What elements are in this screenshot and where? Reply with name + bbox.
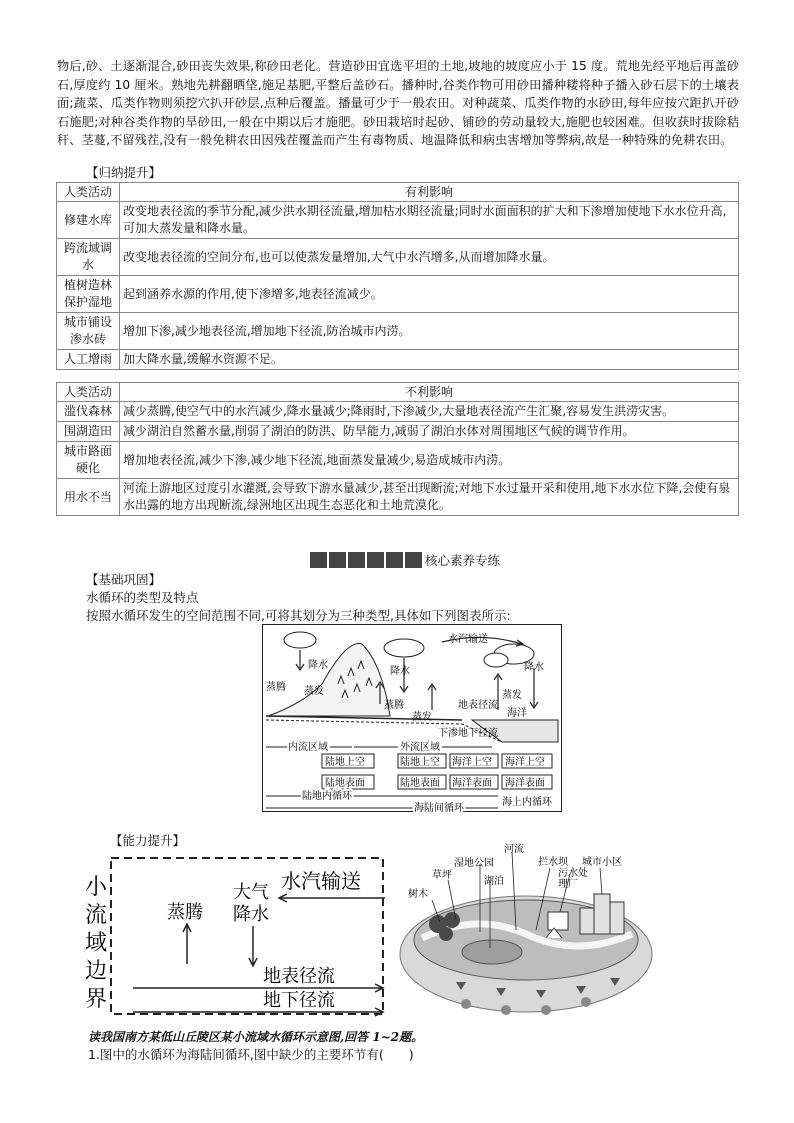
- summary-heading: 【归纳提升】: [86, 165, 162, 180]
- boundary-char-2: 流: [85, 903, 108, 928]
- box-ocean-air-2: 海洋上空: [505, 757, 545, 768]
- question-instruction: 读我国南方某低山丘陵区某小流域水循环示意图,回答 1~2题。: [88, 1030, 424, 1044]
- table-header-impact: 不利影响: [120, 383, 739, 402]
- impact-cell: 减少蒸腾,使空气中的水汽减少,降水量减少;降雨时,下渗减少,大量地表径流产生汇聚,容易发生洪涝灾害。: [120, 402, 739, 422]
- impact-cell: 增加地表径流,减少下渗,减少地下径流,地面蒸发量减少,易造成城市内涝。: [120, 442, 739, 479]
- box-ocean-air-1: 海洋上空: [452, 757, 492, 768]
- box-ocean-surface-1: 海洋表面: [452, 778, 492, 789]
- box-land-air-1: 陆地上空: [325, 757, 365, 768]
- sewage-plant-label-2: 理厂: [558, 879, 578, 890]
- vapor-transport-label: 水汽输送: [448, 634, 488, 645]
- activity-cell: 围湖造田: [57, 422, 120, 442]
- wetland-park-label: 湿地公园: [454, 858, 494, 869]
- urban-watershed-illustration: [396, 842, 656, 1032]
- activity-cell: 修建水库: [57, 202, 120, 239]
- table-row: [57, 402, 739, 422]
- impact-cell: 增加下渗,减少地表径流,增加地下径流,防治城市内涝。: [120, 313, 739, 350]
- box-land-surface-1: 陆地表面: [325, 778, 365, 789]
- core-literacy-banner: [310, 551, 500, 569]
- activity-cell: 城市路面硬化: [57, 442, 120, 479]
- ground-runoff-label: 地下径流: [263, 990, 335, 1011]
- boundary-char-5: 界: [85, 987, 108, 1012]
- box-land-air-2: 陆地上空: [400, 757, 440, 768]
- lake-label: 湖泊: [484, 876, 504, 887]
- intro-paragraph: 物后,砂、土逐渐混合,砂田丧失效果,称砂田老化。营造砂田宜选平坦的土地,坡地的坡度应小于 15 度。荒地先经平地后再盖砂石,厚度约 10 厘米。熟地先耕翻晒垡,施足基肥,平整后盖砂石。播种时,谷类作物可用砂田播种耧将种子播入砂石层下的土壤表面;蔬菜、瓜类作物则须挖穴扒开砂层,点种后覆盖。播量可少于一般农田。对种蔬菜、瓜类作物的水砂田,每年应按穴距扒开砂石施肥;对种谷类作物的旱砂田,一般在中期以后才施肥。砂田栽培时起砂、铺砂的劳动量较大,施肥也较困难。但收获时拔除秸秆、茎蔓,不留残茬,没有一般免耕农田因残茬覆盖而产生有毒物质、地温降低和病虫害增加等弊病,故是一种特殊的免耕农田。: [57, 59, 739, 148]
- activity-cell: 滥伐森林: [57, 402, 120, 422]
- city-buildings: [580, 894, 624, 934]
- banner-decoration: [310, 552, 422, 568]
- transpiration-label-2: 蒸腾: [384, 700, 404, 711]
- table-row: [57, 276, 739, 313]
- boundary-label: [85, 875, 114, 1012]
- precip-label-3: 降水: [524, 662, 544, 673]
- river-label: 河流: [504, 844, 524, 855]
- small-watershed-diagram: [83, 852, 386, 1028]
- boundary-char-4: 边: [85, 959, 108, 984]
- table-row: [57, 479, 739, 516]
- precip-label-1: 降水: [308, 660, 328, 671]
- transpiration-label: 蒸腾: [167, 902, 203, 923]
- favorable-impact-table: [56, 182, 739, 370]
- city-district-label: 城市小区: [582, 857, 622, 868]
- ocean-label: 海洋: [507, 708, 527, 719]
- core-section-label: 核心素养专练: [425, 553, 501, 568]
- lawn-label: 草坪: [432, 870, 452, 881]
- dam-label: 拦水坝: [538, 857, 568, 868]
- table-header-activity: 人类活动: [57, 383, 120, 402]
- land-cycle-label: 陆地内循环: [302, 791, 352, 802]
- transpiration-label: 蒸腾: [266, 682, 286, 693]
- outer-area-label: 外流区域: [400, 742, 440, 753]
- ocean-cycle-label: 海上内循环: [502, 797, 552, 808]
- table-row: [57, 422, 739, 442]
- vapor-transport-label: 水汽输送: [281, 869, 361, 893]
- basic-text: 按照水循环发生的空间范围不同,可将其划分为三种类型,具体如下列图表所示:: [86, 608, 511, 623]
- sewage-plant-label: 污水处: [558, 868, 588, 879]
- boundary-char-1: 小: [85, 875, 108, 900]
- sea-land-cycle-label: 海陆间循环: [414, 803, 464, 812]
- ability-heading: 【能力提升】: [110, 833, 186, 848]
- trees-label: 树木: [408, 889, 428, 900]
- impact-cell: 减少湖泊自然蓄水量,削弱了湖泊的防洪、防旱能力,减弱了湖泊水体对周围地区气候的调节作用。: [120, 422, 739, 442]
- precip-label-2: 降水: [390, 666, 410, 677]
- precip-chars: 降水: [233, 904, 269, 925]
- unfavorable-impact-table: [56, 382, 739, 516]
- impact-cell: 起到涵养水源的作用,使下渗增多,地表径流减少。: [120, 276, 739, 313]
- table-header-activity: 人类活动: [57, 183, 120, 202]
- basic-topic: 水循环的类型及特点: [86, 590, 199, 605]
- table-row: [57, 202, 739, 239]
- lake-shape: [462, 940, 522, 964]
- table-row: [57, 313, 739, 350]
- inner-area-label: 内流区域: [288, 742, 328, 753]
- surface-runoff-label: 地表径流: [263, 966, 335, 987]
- box-ocean-surface-2: 海洋表面: [505, 778, 545, 789]
- activity-cell: 城市铺设渗水砖: [57, 313, 120, 350]
- boundary-char-3: 域: [85, 931, 108, 956]
- question-1: 1.图中的水循环为海陆间循环,图中缺少的主要环节有( ): [88, 1047, 414, 1062]
- evaporation-label-1: 蒸发: [304, 686, 324, 697]
- sewage-plant-building: [548, 912, 568, 930]
- activity-cell: 植树造林保护湿地: [57, 276, 120, 313]
- groundwater-label: 下渗地下径流: [438, 728, 498, 739]
- evaporation-label-2: 蒸发: [412, 712, 432, 723]
- table-row: [57, 239, 739, 276]
- table-row: [57, 442, 739, 479]
- basic-heading: 【基础巩固】: [86, 572, 162, 587]
- impact-cell: 改变地表径流的季节分配,减少洪水期径流量,增加枯水期径流量;同时水面面积的扩大和下渗增加使地下水水位升高,可加大蒸发量和降水量。: [120, 202, 739, 239]
- box-land-surface-2: 陆地表面: [400, 778, 440, 789]
- evaporation-label-3: 蒸发: [502, 690, 522, 701]
- water-cycle-types-diagram: [262, 624, 562, 812]
- activity-cell: 用水不当: [57, 479, 120, 516]
- activity-cell: 人工增雨: [57, 350, 120, 370]
- activity-cell: 跨流域调水: [57, 239, 120, 276]
- surface-runoff-label: 地表径流: [458, 700, 498, 711]
- table-header-impact: 有利影响: [120, 183, 739, 202]
- impact-cell: 河流上游地区过度引水灌溉,会导致下游水量减少,甚至出现断流;对地下水过量开采和使用,地下水水位下降,会使有泉水出露的地方出现断流,绿洲地区出现生态恶化和土地荒漠化。: [120, 479, 739, 516]
- table-row: [57, 350, 739, 370]
- atmos-char-1: 大气: [233, 882, 269, 903]
- impact-cell: 加大降水量,缓解水资源不足。: [120, 350, 739, 370]
- impact-cell: 改变地表径流的空间分布,也可以使蒸发量增加,大气中水汽增多,从而增加降水量。: [120, 239, 739, 276]
